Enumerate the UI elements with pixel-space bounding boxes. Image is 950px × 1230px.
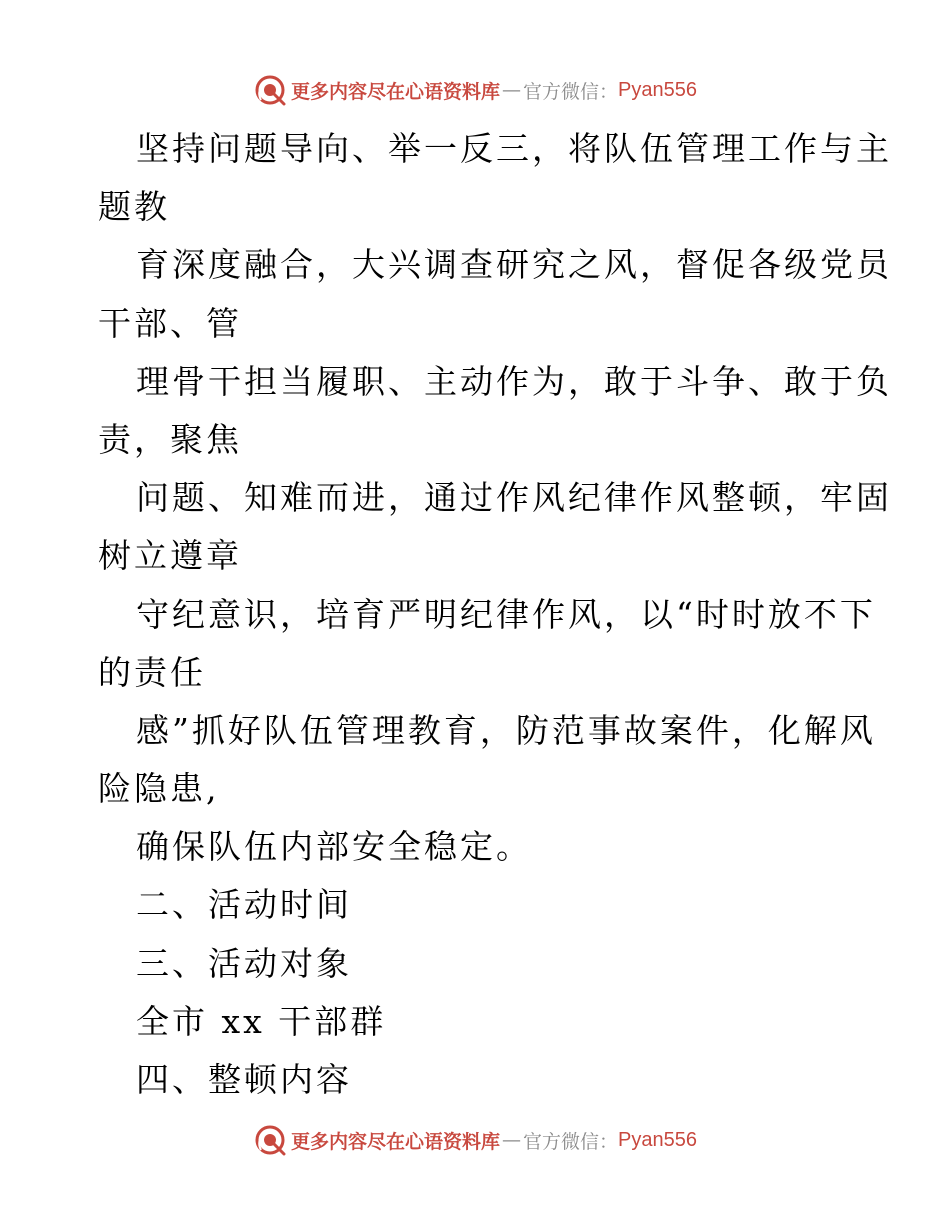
body-line: 坚持问题导向、举一反三，将队伍管理工作与主 (136, 129, 892, 168)
body-line: 干部、管 (98, 303, 242, 343)
body-line: 责，聚焦 (98, 419, 242, 459)
body-line: 确保队伍内部安全稳定。 (136, 827, 532, 867)
body-line: 感”抓好队伍管理教育，防范事故案件，化解风 (136, 710, 876, 750)
watermark-brand-text: 更多内容尽在心语资料库 (291, 80, 501, 103)
watermark-separator: — (502, 1129, 522, 1151)
body-line: 全市 xx 干部群 (136, 1001, 387, 1041)
watermark-separator: — (502, 79, 522, 101)
section-heading: 四、整顿内容 (136, 1060, 352, 1099)
watermark-wechat-label: 官方微信： (523, 1130, 619, 1153)
body-line: 树立遵章 (98, 536, 242, 576)
body-line: 险隐患, (98, 769, 220, 809)
body-line: 守纪意识，培育严明纪律作风，以“时时放不下 (136, 594, 876, 634)
watermark-wechat-label: 官方微信： (523, 80, 619, 103)
watermark-wechat-id: Pyan556 (618, 1128, 697, 1151)
section-heading: 三、活动对象 (136, 943, 352, 983)
document-body (98, 120, 892, 1109)
section-heading: 二、活动时间 (136, 885, 352, 925)
body-line: 题教 (98, 187, 170, 227)
brand-logo-icon (253, 1123, 287, 1157)
body-line: 问题、知难而进，通过作风纪律作风整顿，牢固 (136, 478, 892, 518)
body-line: 育深度融合，大兴调查研究之风，督促各级党员 (136, 245, 892, 285)
brand-logo-icon (253, 73, 287, 107)
header-watermark (0, 70, 950, 110)
watermark-brand-text: 更多内容尽在心语资料库 (291, 1130, 501, 1153)
body-line: 理骨干担当履职、主动作为，敢于斗争、敢于负 (136, 361, 892, 401)
watermark-wechat-id: Pyan556 (618, 78, 697, 101)
footer-watermark (0, 1120, 950, 1160)
body-line: 的责任 (98, 652, 206, 692)
